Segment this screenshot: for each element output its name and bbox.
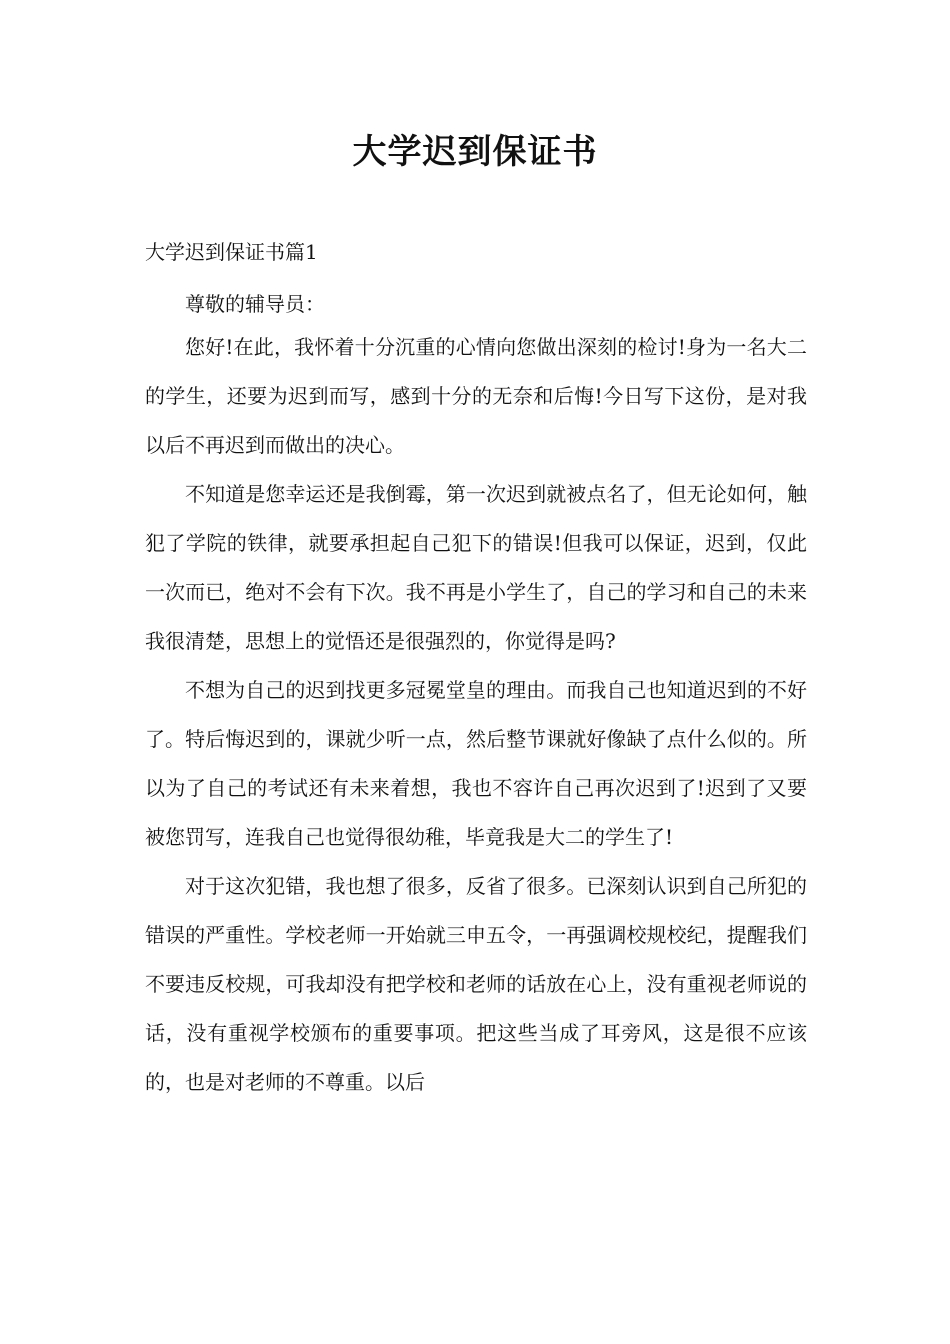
paragraph-3: 不想为自己的迟到找更多冠冕堂皇的理由。而我自己也知道迟到的不好了。特后悔迟到的，课就少听一点，然后整节课就好像缺了点什么似的。所以为了自己的考试还有未来着想，我也不容许自己再次迟到了!迟到了又要被您罚写，连我自己也觉得很幼稚，毕竟我是大二的学生了!: [145, 678, 807, 849]
paragraph-2: 不知道是您幸运还是我倒霉，第一次迟到就被点名了，但无论如何，触犯了学院的铁律，就要承担起自己犯下的错误!但我可以保证，迟到，仅此一次而已，绝对不会有下次。我不再是小学生了，自己的学习和自己的未来我很清楚，思想上的觉悟还是很强烈的，你觉得是吗?: [145, 482, 807, 653]
paragraph-1: 您好!在此，我怀着十分沉重的心情向您做出深刻的检讨!身为一名大二的学生，还要为迟到而写，感到十分的无奈和后悔!今日写下这份，是对我以后不再迟到而做出的决心。: [145, 335, 807, 457]
document-body: [145, 234, 807, 1107]
document-title: 大学迟到保证书: [352, 132, 598, 172]
salutation: 尊敬的辅导员：: [185, 292, 325, 316]
paragraph-4: 对于这次犯错，我也想了很多，反省了很多。已深刻认识到自己所犯的错误的严重性。学校老师一开始就三申五令，一再强调校规校纪，提醒我们不要违反校规，可我却没有把学校和老师的话放在心上，没有重视老师说的话，没有重视学校颁布的重要事项。把这些当成了耳旁风，这是很不应该的，也是对老师的不尊重。以后: [145, 874, 807, 1094]
section-heading: 大学迟到保证书篇1: [145, 240, 318, 264]
